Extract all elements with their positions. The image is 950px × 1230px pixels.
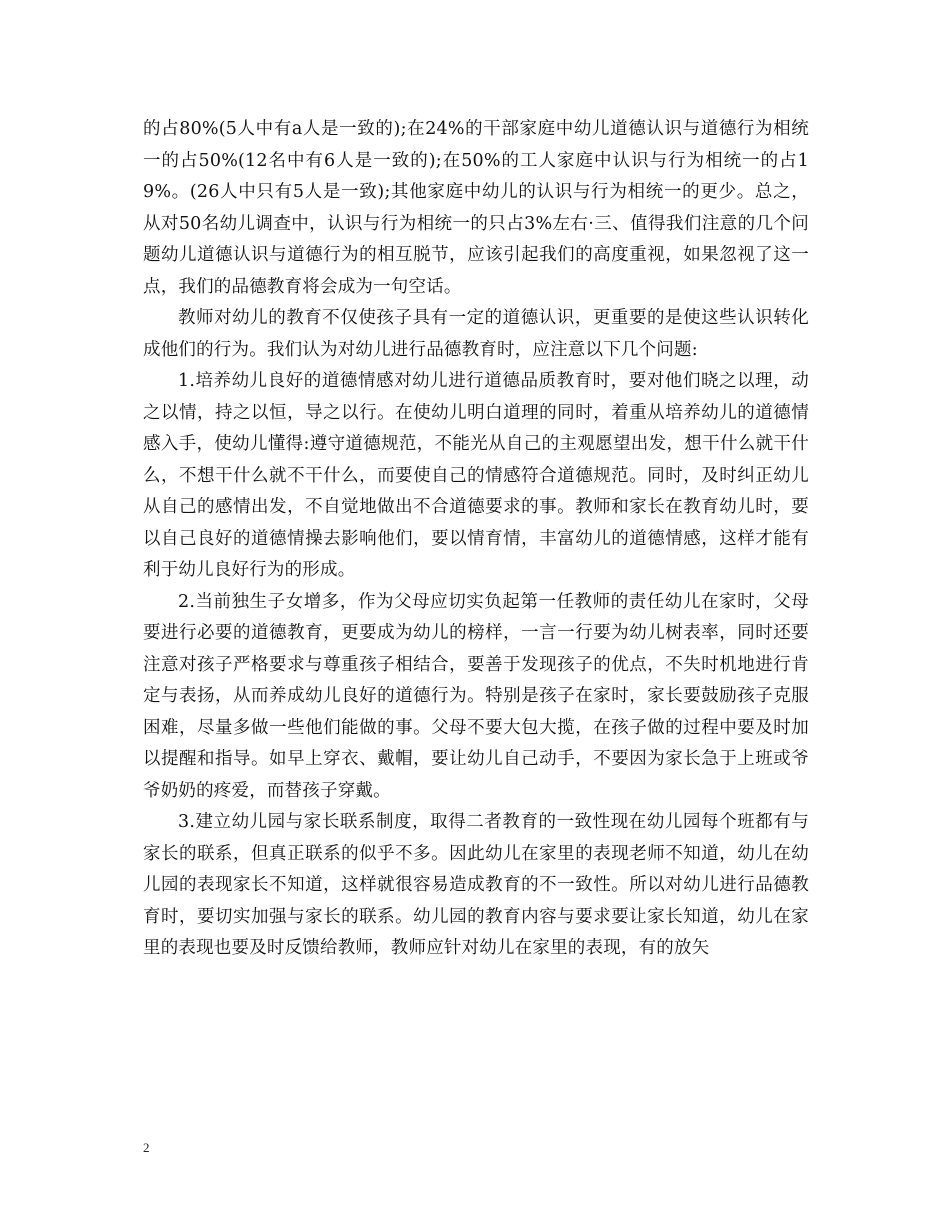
- document-body: [143, 114, 809, 965]
- paragraph-continuation: 的占80%(5人中有a人是一致的);在24%的干部家庭中幼儿道德认识与道德行为相统一的占50%(12名中有6人是一致的);在50%的工人家庭中认识与行为相统一的占19%。(26人中只有5人是一致);其他家庭中幼儿的认识与行为相统一的更少。总之，从对50名幼儿调查中，认识与行为相统一的只占3%左右·三、值得我们注意的几个问题幼儿道德认识与道德行为的相互脱节，应该引起我们的高度重视，如果忽视了这一点，我们的品德教育将会成为一句空话。: [143, 119, 809, 297]
- paragraph-point-1: 1.培养幼儿良好的道德情感对幼儿进行道德品质教育时，要对他们晓之以理，动之以情，持之以恒，导之以行。在使幼儿明白道理的同时，着重从培养幼儿的道德情感入手，使幼儿懂得:遵守道德规范，不能光从自己的主观愿望出发，想干什么就干什么，不想干什么就不干什么，而要使自己的情感符合道德规范。同时，及时纠正幼儿从自己的感情出发，不自觉地做出不合道德要求的事。教师和家长在教育幼儿时，要以自己良好的道德情操去影响他们，要以情育情，丰富幼儿的道德情感，这样才能有利于幼儿良好行为的形成。: [143, 371, 809, 580]
- page-number: 2: [143, 1140, 150, 1155]
- paragraph-intro: 教师对幼儿的教育不仅使孩子具有一定的道德认识，更重要的是使这些认识转化成他们的行为。我们认为对幼儿进行品德教育时，应注意以下几个问题:: [143, 308, 809, 360]
- paragraph-point-2: 2.当前独生子女增多，作为父母应切实负起第一任教师的责任幼儿在家时，父母要进行必要的道德教育，更要成为幼儿的榜样，一言一行要为幼儿树表率，同时还要注意对孩子严格要求与尊重孩子相结合，要善于发现孩子的优点，不失时机地进行肯定与表扬，从而养成幼儿良好的道德行为。特别是孩子在家时，家长要鼓励孩子克服困难，尽量多做一些他们能做的事。父母不要大包大揽，在孩子做的过程中要及时加以提醒和指导。如早上穿衣、戴帽，要让幼儿自己动手，不要因为家长急于上班或爷爷奶奶的疼爱，而替孩子穿戴。: [143, 591, 809, 801]
- paragraph-point-3: 3.建立幼儿园与家长联系制度，取得二者教育的一致性现在幼儿园每个班都有与家长的联系，但真正联系的似乎不多。因此幼儿在家里的表现老师不知道，幼儿在幼儿园的表现家长不知道，这样就很容易造成教育的不一致性。所以对幼儿进行品德教育时，要切实加强与家长的联系。幼儿园的教育内容与要求要让家长知道，幼儿在家里的表现也要及时反馈给教师，教师应针对幼儿在家里的表现，有的放矢: [143, 812, 809, 958]
